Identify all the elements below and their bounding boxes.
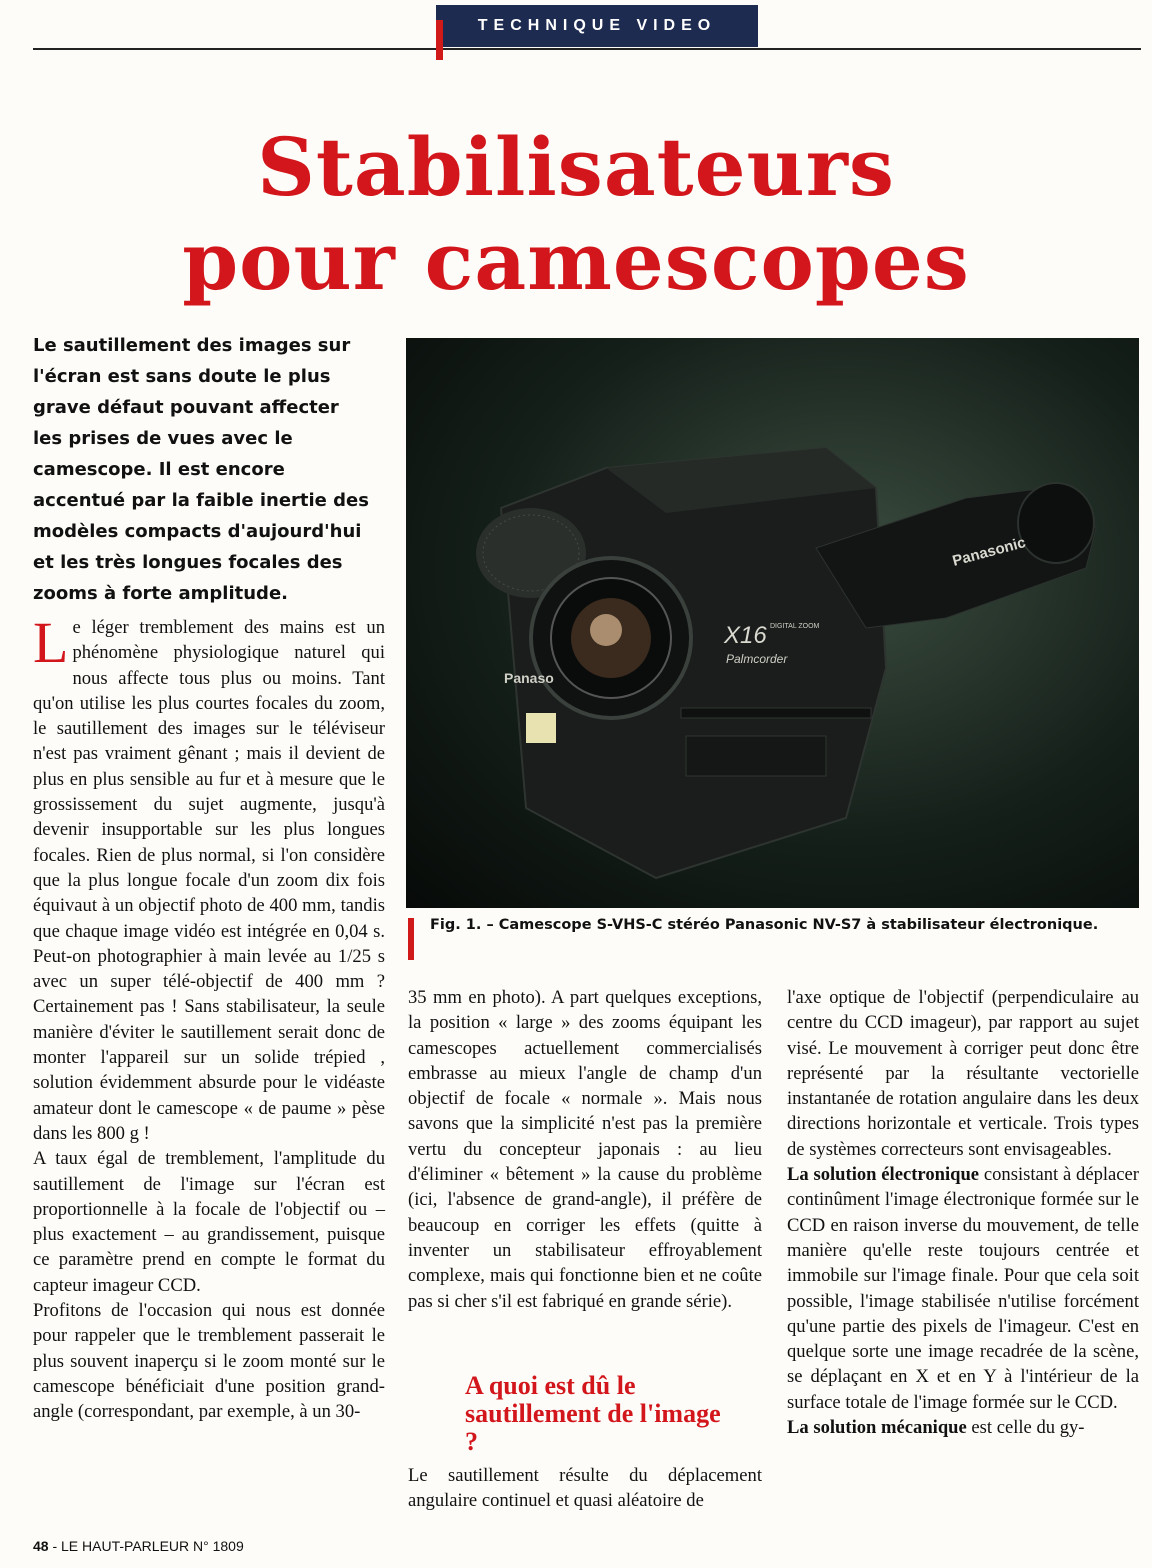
photo-zoom-sub: DIGITAL ZOOM	[770, 623, 820, 630]
title-line-2: pour camescopes	[182, 214, 970, 308]
col1-paragraph-3: Profitons de l'occasion qui nous est donnée pour rappeler que le tremblement passerait le plus souvent inaperçu si le zoom monté sur le camescope bénéficiait d'une position grand-angle (correspondant, par exemple, à un 30-	[33, 1300, 385, 1423]
column-2	[408, 985, 762, 1314]
article-title	[0, 120, 1152, 308]
col3-p3-lead: La solution mécanique	[787, 1417, 967, 1439]
col3-p2-lead: La solution électronique	[787, 1164, 980, 1186]
col1-p1-text: e léger tremblement des mains est un phénomène physiologique naturel qui nous affecte tous plus ou moins. Tant qu'on utilise les plus courtes focales du zoom, le sautillement des images sur le téléviseur n'est pas vraiment gênant ; mais il devient de plus en plus sensible au fur et à mesure que le grossissement du sujet augmente, jusqu'à devenir insupportable sur les plus longues focales. Rien de plus normal, si l'on considère que la plus longue focale d'un zoom dix fois équivaut à un objectif photo de 400 mm, tandis que chaque image vidéo est intégrée en 0,04 s. Peut-on photographier à main levée au 1/25 s avec un super télé-objectif de 400 mm ? Certainement pas ! Sans stabilisateur, la seule manière d'éviter le sautillement serait donc de monter l'appareil sur un solide trépied , solution évidemment absurde pour le vidéaste amateur dont le camescope « de paume » pèse dans les 800 g !	[33, 617, 385, 1144]
column-1	[33, 610, 385, 1425]
col2-paragraph-2: Le sautillement résulte du déplacement angulaire continuel et quasi aléatoire de	[408, 1465, 762, 1512]
header-red-mark	[436, 20, 443, 60]
column-3	[787, 985, 1139, 1440]
photo-zoom-label: X16	[724, 622, 767, 649]
col3-p2-text: consistant à déplacer continûment l'image électronique formée sur le CCD en raison inverse du mouvement, de telle manière qu'elle reste toujours centrée et immobile sur l'image finale. Pour que cela soit possible, l'image stabilisée n'utilise forcément qu'une partie des pixels de l'imageur. C'est en quelque sorte une image recadrée de la scène, se déplaçant en X et en Y à l'intérieur de la surface totale de l'image formée sur le CCD.	[787, 1164, 1139, 1413]
drop-cap: L	[33, 610, 69, 675]
col1-paragraph-1	[33, 610, 385, 1146]
magazine-issue: - LE HAUT-PARLEUR N° 1809	[48, 1538, 244, 1554]
title-line-1: Stabilisateurs	[257, 120, 895, 214]
top-rule	[33, 48, 1141, 50]
camcorder-photo	[406, 338, 1139, 908]
lead-paragraph: Le sautillement des images sur l'écran est sans doute le plus grave défaut pouvant affecter les prises de vues avec le camescope. Il est encore accentué par la faible inertie des modèles compacts d'aujourd'hui et les très longues focales des zooms à forte amplitude.	[33, 335, 369, 604]
col3-paragraph-3	[787, 1415, 1139, 1440]
page-footer	[33, 1538, 244, 1554]
caption-red-bar	[408, 918, 414, 960]
col3-p3-text: est celle du gy-	[966, 1417, 1085, 1439]
section-subheading: A quoi est dû le sautillement de l'image ?	[465, 1371, 721, 1456]
column-2-bottom	[408, 1463, 762, 1514]
col2-paragraph-1: 35 mm en photo). A part quelques exceptions, la position « large » des zooms équipant les camescopes actuellement commercialisés embrasse au mieux l'angle de champ d'un objectif de focale « normale ». Mais nous savons que la simplicité n'est pas la première vertu du concepteur japonais : au lieu d'éliminer « bêtement » la cause du problème (ici, l'absence de grand-angle), il préfère de beaucoup en corriger les effets (quitte à inventer un stabilisateur effroyablement complexe, mais qui fonctionne bien et ne coûte pas si cher s'il est fabriqué en grande série).	[408, 987, 762, 1312]
photo-brand-panasonic: Panasonic	[950, 534, 1028, 570]
section-header: TECHNIQUE VIDEO	[436, 5, 758, 47]
page-number: 48	[33, 1538, 49, 1554]
figure-caption: Fig. 1. – Camescope S-VHS-C stéréo Panasonic NV-S7 à stabilisateur électronique.	[430, 917, 1099, 933]
col3-paragraph-1: l'axe optique de l'objectif (perpendiculaire au centre du CCD imageur), par rapport au sujet visé. Le mouvement à corriger peut donc être représenté par la résultante vectorielle instantanée de rotation angulaire dans les deux directions horizontale et verticale. Trois types de systèmes correcteurs sont envisageables.	[787, 987, 1139, 1160]
col1-paragraph-2: A taux égal de tremblement, l'amplitude du sautillement de l'image sur l'écran est proportionnelle à la focale de l'objectif ou – plus exactement – au grandissement, puisque ce paramètre prend en compte le format du capteur imageur CCD.	[33, 1148, 385, 1296]
camcorder-illustration	[406, 338, 1139, 908]
photo-brand-panaso: Panaso	[504, 670, 554, 686]
col3-paragraph-2	[787, 1162, 1139, 1415]
photo-model-label: Palmcorder	[726, 652, 788, 666]
